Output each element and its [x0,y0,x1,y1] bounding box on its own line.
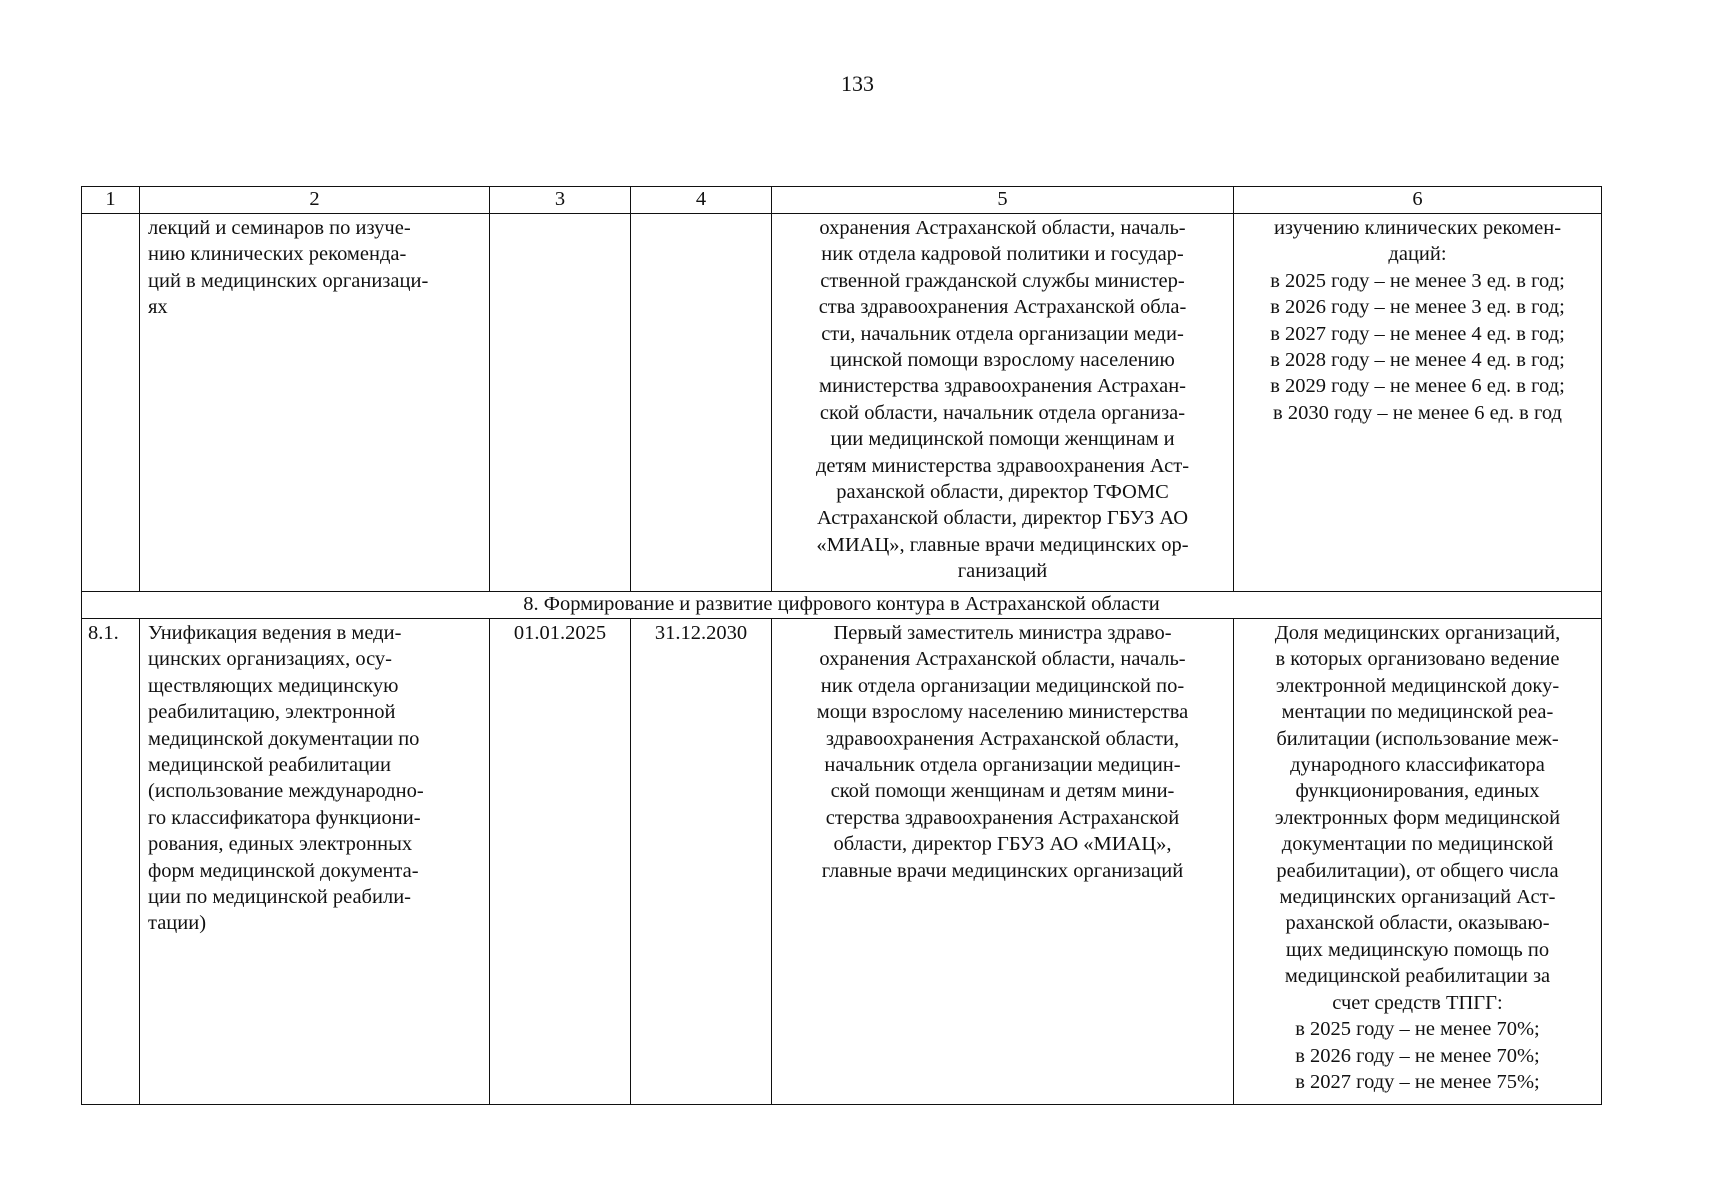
text-line: ской области, начальник отдела организа- [819,401,1186,424]
text-line: го классификатора функциони- [148,806,421,829]
cell-measure-text [140,619,490,1105]
text-line: (использование международно- [148,780,424,803]
text-line: счет средств ТПГГ: [1332,991,1503,1014]
text-line: Унификация ведения в меди- [148,622,402,644]
text-line: электронной медицинской доку- [1275,674,1560,697]
table-row-8-1 [82,619,1602,1105]
table-row-continued [82,214,1602,592]
cell-indicator-text [1234,619,1602,1105]
cell-indicator-text [1234,214,1602,592]
text-line: в 2025 году – не менее 70%; [1295,1018,1540,1041]
text-line: функционирования, единых [1295,780,1540,803]
text-line: ций в медицинских организаци- [148,269,429,292]
cell-number-empty [82,214,140,592]
text-line: в которых организовано ведение [1275,648,1560,671]
text-line: охранения Астраханской области, началь- [819,648,1186,671]
document-table [81,186,1602,1105]
header-cell-5: 5 [772,187,1234,214]
text-line: министерства здравоохранения Астрахан- [818,375,1186,398]
text-line: в 2025 году – не менее 3 ед. в год; [1270,269,1565,292]
text-line: здравоохранения Астраханской области, [825,727,1180,750]
text-line: дународного классификатора [1290,754,1545,777]
text-line: ганизаций [957,560,1048,583]
text-line: главные врачи медицинских организаций [821,859,1184,882]
cell-start-date-empty [490,214,631,592]
text-line: Первый заместитель министра здраво- [833,622,1172,644]
text-line: в 2030 году – не менее 6 ед. в год [1273,401,1562,424]
text-line: цинских организациях, осу- [148,648,392,671]
text-line: в 2027 году – не менее 4 ед. в год; [1270,322,1565,345]
header-cell-3: 3 [490,187,631,214]
text-line: детям министерства здравоохранения Аст- [815,454,1190,477]
text-line: рования, единых электронных [148,833,413,856]
row-number: 8.1. [82,619,140,1105]
text-line: ской помощи женщинам и детям мини- [830,780,1175,803]
text-line: медицинской реабилитации за [1284,965,1551,988]
text-line: ства здравоохранения Астраханской обла- [818,296,1187,319]
text-line: ник отдела кадровой политики и государ- [821,243,1184,266]
text-line: медицинской документации по [148,727,420,750]
header-cell-1: 1 [82,187,140,214]
text-line: в 2028 году – не менее 4 ед. в год; [1270,349,1565,372]
text-line: реабилитации), от общего числа [1276,859,1559,882]
text-line: ях [148,296,168,319]
text-line: Доля медицинских организаций, [1274,622,1561,644]
text-line: реабилитацию, электронной [148,701,396,724]
text-line: ственной гражданской службы министер- [820,269,1185,292]
text-line: ции медицинской помощи женщинам и [830,428,1175,451]
text-line: лекций и семинаров по изуче- [148,217,411,239]
text-line: области, директор ГБУЗ АО «МИАЦ», [833,833,1172,856]
header-cell-2: 2 [140,187,490,214]
text-line: ментации по медицинской реа- [1281,701,1554,724]
text-line: даций: [1388,243,1447,266]
section-title: 8. Формирование и развитие цифрового контура в Астраханской области [82,592,1602,619]
end-date: 31.12.2030 [631,619,772,1105]
text-line: цинской помощи взрослому населению [830,349,1175,372]
text-line: в 2026 году – не менее 70%; [1295,1044,1540,1067]
text-line: в 2029 году – не менее 6 ед. в год; [1270,375,1565,398]
header-cell-6: 6 [1234,187,1602,214]
text-line: ник отдела организации медицинской по- [820,674,1185,697]
start-date: 01.01.2025 [490,619,631,1105]
text-line: ществляющих медицинскую [148,674,399,697]
text-line: начальник отдела организации медицин- [824,754,1181,777]
text-line: сти, начальник отдела организации меди- [821,322,1184,345]
section-heading-row [82,592,1602,619]
text-line: нию клинических рекоменда- [148,243,407,266]
text-line: ции по медицинской реабили- [148,886,411,909]
cell-end-date-empty [631,214,772,592]
text-line: билитации (использование меж- [1276,727,1559,750]
header-cell-4: 4 [631,187,772,214]
text-line: раханской области, оказываю- [1285,912,1550,935]
cell-responsible-text [772,619,1234,1105]
text-line: раханской области, директор ТФОМС [836,481,1169,504]
text-line: стерства здравоохранения Астраханской [825,806,1180,829]
table-header-row [82,187,1602,214]
cell-responsible-text [772,214,1234,592]
text-line: охранения Астраханской области, началь- [819,217,1186,239]
text-line: изучению клинических рекомен- [1273,217,1562,239]
text-line: щих медицинскую помощь по [1285,938,1550,961]
text-line: мощи взрослому населению министерства [816,701,1189,724]
text-line: «МИАЦ», главные врачи медицинских ор- [816,533,1189,556]
text-line: Астраханской области, директор ГБУЗ АО [816,507,1189,530]
text-line: документации по медицинской [1281,833,1554,856]
text-line: медицинской реабилитации [148,754,391,777]
text-line: электронных форм медицинской [1274,806,1561,829]
text-line: форм медицинской документа- [148,859,419,882]
text-line: в 2026 году – не менее 3 ед. в год; [1270,296,1565,319]
page-number: 133 [841,71,874,96]
cell-measure-text [140,214,490,592]
text-line: медицинских организаций Аст- [1279,886,1556,909]
text-line: тации) [148,912,207,935]
text-line: в 2027 году – не менее 75%; [1295,1070,1540,1093]
